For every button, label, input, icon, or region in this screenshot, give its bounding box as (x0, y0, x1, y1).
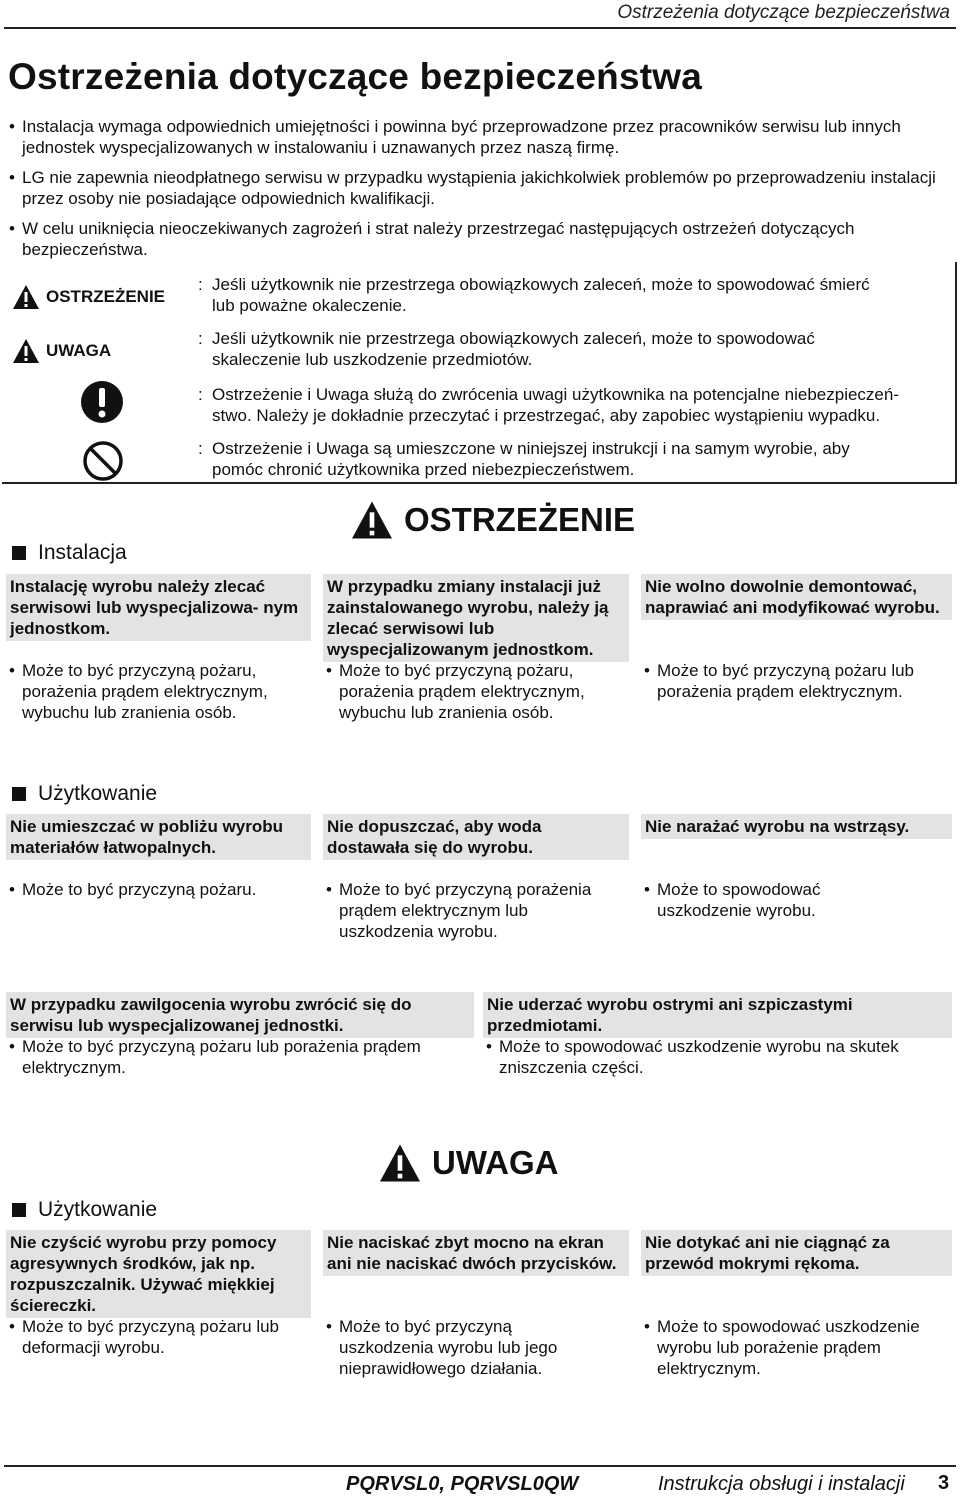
legend-prohibited-text: : Ostrzeżenie i Uwaga są umieszczone w niniejszej instrukcji i na samym wyrobie, aby pomóc chronić użytkownika przed niebezpieczeństwem. (198, 439, 850, 479)
footer-model: PQRVSL0, PQRVSL0QW (346, 1473, 579, 1495)
legend-mandatory-text: : Ostrzeżenie i Uwaga służą do zwrócenia uwagi użytkownika na potencjalne niebezpieczeń- stwo. Należy je dokładnie przeczytać i przestrzegać, aby zapobiec wystąpieniu wypadku. (198, 385, 899, 425)
footer-rule (4, 1465, 956, 1467)
section-heading-usage-caution: Użytkowanie (12, 1198, 157, 1222)
usage-card-title: Nie umieszczać w pobliżu wyrobu materiałów łatwopalnych. (6, 814, 311, 860)
intro-item: • W celu uniknięcia nieoczekiwanych zagrożeń i strat należy przestrzegać następujących ostrzeżeń dotyczących bezpieczeństwa. (8, 218, 950, 260)
usage-card-title: Nie narażać wyrobu na wstrząsy. (641, 814, 952, 839)
prohibition-icon (82, 440, 124, 482)
usage-card-body: • Może to być przyczyną porażenia prądem elektrycznym lub uszkodzenia wyrobu. (325, 879, 625, 942)
warning-triangle-icon (350, 500, 394, 540)
installation-card-body: • Może to być przyczyną pożaru, porażenia prądem elektrycznym, wybuchu lub zranienia osób. (325, 660, 625, 723)
symbol-legend (2, 262, 957, 484)
installation-card-title: W przypadku zmiany instalacji już zainstalowanego wyrobu, należy ją zlecać serwisowi lub wyspecjalizowanym jednostkom. (323, 574, 629, 662)
usage-wide-card-title: Nie uderzać wyrobu ostrymi ani szpiczastymi przedmiotami. (483, 992, 952, 1038)
legend-caution-text: : Jeśli użytkownik nie przestrzega obowiązkowych zaleceń, może to spowodować skaleczenie lub uszkodzenie przedmiotów. (198, 329, 815, 369)
usage-wide-card-body: • Może to spowodować uszkodzenie wyrobu na skutek zniszczenia części. (485, 1036, 951, 1078)
warning-banner: OSTRZEŻENIE (350, 500, 635, 540)
usage-card-title: Nie dopuszczać, aby woda dostawała się do wyrobu. (323, 814, 629, 860)
intro-item: • Instalacja wymaga odpowiednich umiejętności i powinna być przeprowadzone przez pracowników serwisu lub innych jednostek wyspecjalizowanych w instalowaniu i uznawanych przez naszą firmę. (8, 116, 950, 158)
installation-card-body: • Może to być przyczyną pożaru lub porażenia prądem elektrycznym. (643, 660, 948, 702)
section-heading-installation: Instalacja (12, 541, 127, 565)
page-title: Ostrzeżenia dotyczące bezpieczeństwa (8, 56, 703, 97)
legend-caution-label: UWAGA (12, 338, 111, 364)
running-header: Ostrzeżenia dotyczące bezpieczeństwa (617, 2, 950, 23)
caution-banner: UWAGA (378, 1143, 559, 1183)
caution-card-body: • Może to spowodować uszkodzenie wyrobu lub porażenie prądem elektrycznym. (643, 1316, 948, 1379)
intro-item: • LG nie zapewnia nieodpłatnego serwisu w przypadku wystąpienia jakichkolwiek problemów po przeprowadzeniu instalacji przez osoby nie posiadające odpowiednich kwalifikacji. (8, 167, 950, 209)
legend-warning-label: OSTRZEŻENIE (12, 284, 165, 310)
usage-card-body: • Może to spowodować uszkodzenie wyrobu. (643, 879, 883, 921)
footer-doc-title: Instrukcja obsługi i instalacji (658, 1473, 905, 1495)
warning-triangle-icon (378, 1143, 422, 1183)
square-bullet-icon (12, 787, 26, 801)
section-heading-usage-warning: Użytkowanie (12, 782, 157, 806)
usage-wide-card-title: W przypadku zawilgocenia wyrobu zwrócić się do serwisu lub wyspecjalizowanej jednostki. (6, 992, 474, 1038)
usage-card-body: • Może to być przyczyną pożaru. (8, 879, 308, 900)
usage-wide-card-body: • Może to być przyczyną pożaru lub porażenia prądem elektrycznym. (8, 1036, 474, 1078)
warning-triangle-icon (12, 284, 40, 310)
caution-card-title: Nie naciskać zbyt mocno na ekran ani nie naciskać dwóch przycisków. (323, 1230, 629, 1276)
caution-card-body: • Może to być przyczyną pożaru lub deformacji wyrobu. (8, 1316, 308, 1358)
caution-card-body: • Może to być przyczyną uszkodzenia wyrobu lub jego nieprawidłowego działania. (325, 1316, 600, 1379)
warning-triangle-icon (12, 338, 40, 364)
caution-card-title: Nie czyścić wyrobu przy pomocy agresywnych środków, jak np. rozpuszczalnik. Używać miękkiej ściereczki. (6, 1230, 311, 1318)
caution-card-title: Nie dotykać ani nie ciągnąć za przewód mokrymi rękoma. (641, 1230, 952, 1276)
legend-warning-text: : Jeśli użytkownik nie przestrzega obowiązkowych zaleceń, może to spowodować śmierć lub poważne okaleczenie. (198, 275, 870, 315)
installation-card-title: Nie wolno dowolnie demontować, naprawiać ani modyfikować wyrobu. (641, 574, 952, 620)
installation-card-title: Instalację wyrobu należy zlecać serwisowi lub wyspecjalizowa- nym jednostkom. (6, 574, 311, 641)
page-number: 3 (938, 1472, 950, 1494)
square-bullet-icon (12, 546, 26, 560)
square-bullet-icon (12, 1203, 26, 1217)
installation-card-body: • Może to być przyczyną pożaru, porażenia prądem elektrycznym, wybuchu lub zranienia osób. (8, 660, 308, 723)
header-rule (4, 27, 956, 29)
mandatory-exclamation-icon (80, 380, 124, 424)
intro-list (8, 116, 950, 269)
